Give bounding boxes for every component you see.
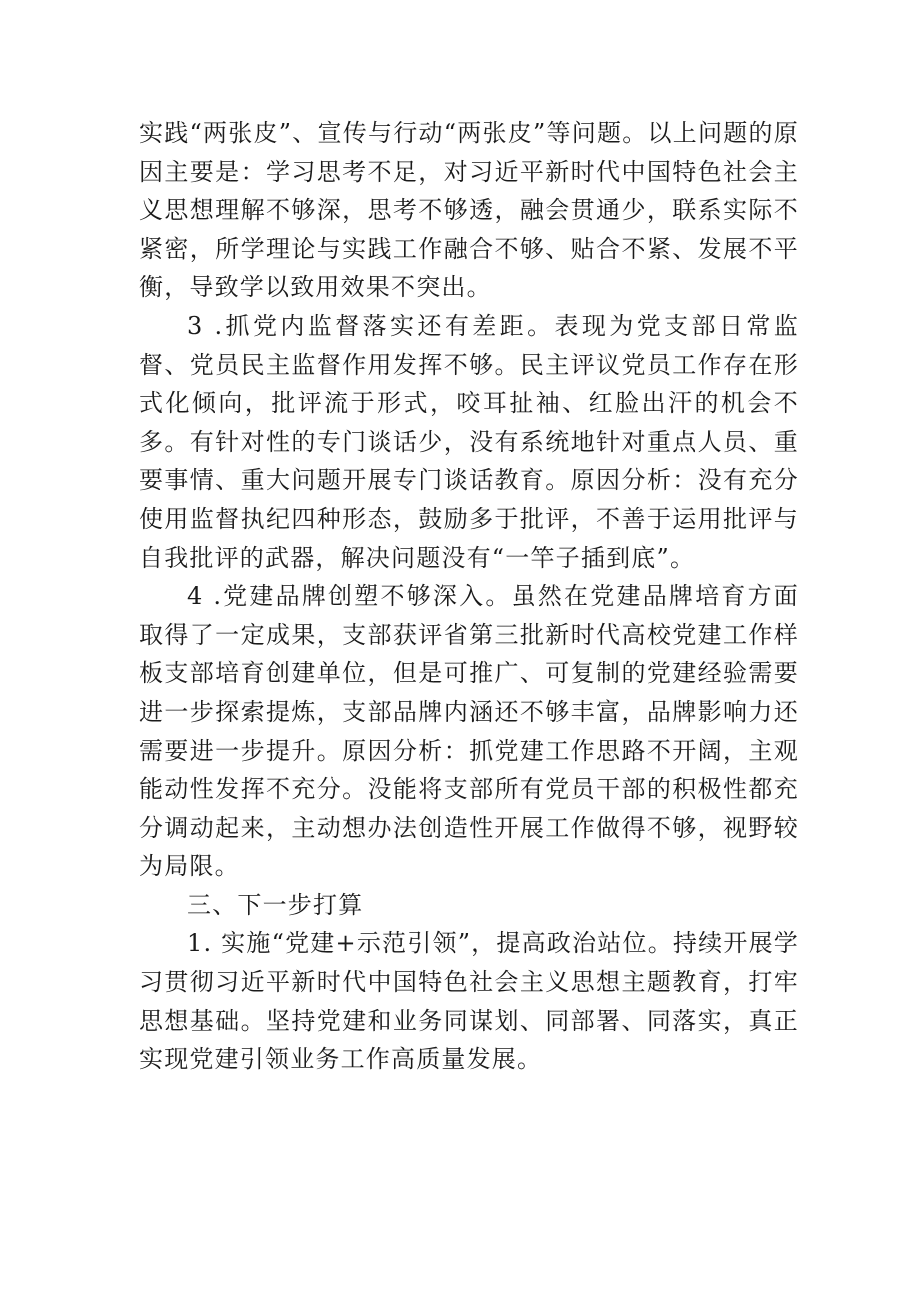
section-heading: 三、下一步打算	[187, 890, 364, 919]
paragraph-supervision: 3 .抓党内监督落实还有差距。表现为党支部日常监督、党员民主监督作用发挥不够。民主评议党员工作存在形式化倾向，批评流于形式，咬耳扯袖、红脸出汗的机会不多。有针对性的专门谈话少，没有系统地针对重点人员、重要事情、重大问题开展专门谈话教育。原因分析：没有充分使用监督执纪四种形态，鼓励多于批评，不善于运用批评与自我批评的武器，解决问题没有“一竿子插到底”。	[139, 311, 799, 572]
paragraph-branding: 4 .党建品牌创塑不够深入。虽然在党建品牌培育方面取得了一定成果，支部获评省第三批新时代高校党建工作样板支部培育创建单位，但是可推广、可复制的党建经验需要进一步探索提炼，支部品牌内涵还不够丰富，品牌影响力还需要进一步提升。原因分析：抓党建工作思路不开阔，主观能动性发挥不充分。没能将支部所有党员干部的积极性都充分调动起来，主动想办法创造性开展工作做得不够，视野较为局限。	[139, 582, 799, 881]
document-body	[139, 114, 799, 1079]
paragraph-cause-analysis: 实践“两张皮”、宣传与行动“两张皮”等问题。以上问题的原因主要是：学习思考不足，对习近平新时代中国特色社会主义思想理解不够深，思考不够透，融会贯通少，联系实际不紧密，所学理论与实践工作融合不够、贴合不紧、发展不平衡，导致学以致用效果不突出。	[139, 119, 799, 302]
paragraph-next-step-1: 1. 实施“党建+示范引领”，提高政治站位。持续开展学习贯彻习近平新时代中国特色社会主义思想主题教育，打牢思想基础。坚持党建和业务同谋划、同部署、同落实，真正实现党建引领业务工作高质量发展。	[139, 929, 799, 1074]
